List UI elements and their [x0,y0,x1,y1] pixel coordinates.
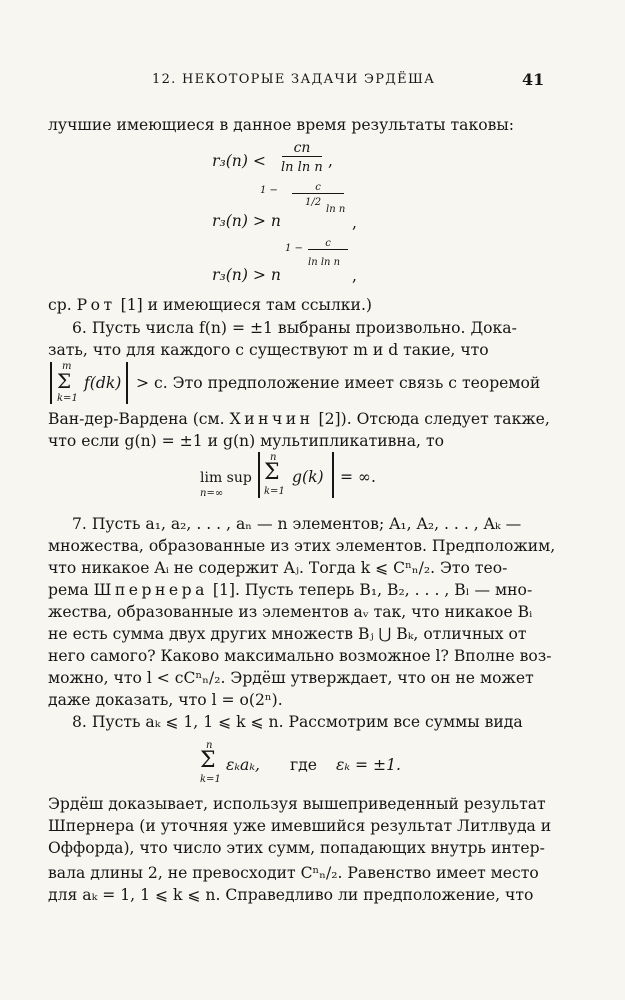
text-line: не есть сумма двух других множеств Bⱼ ⋃ Bₖ, отличных от [48,625,527,643]
exponent-numerator: c [308,238,348,250]
text-line: него самого? Каково максимально возможное l? Вполне воз- [48,647,552,665]
text-line: даже доказать, что l = o(2ⁿ). [48,691,283,709]
text-span: Ван-дер-Вардена (см. [48,410,225,428]
text-line [48,296,372,314]
exponent-denominator: ln ln n [308,257,341,268]
text-line: лучшие имеющиеся в данное время результаты таковы: [48,116,515,134]
limsup-subscript: n=∞ [200,488,224,499]
sum-body: εₖaₖ, [226,756,260,774]
text-line: вала длины 2, не превосходит Cⁿₙ/₂. Равенство имеет место [48,864,539,882]
text-line: множества, образованные из этих элементов. Предположим, [48,537,556,555]
comma: , [328,152,333,170]
text-line: 6. Пусть числа f(n) = ±1 выбраны произвольно. Дока- [72,319,517,337]
limsup-operator: lim sup [200,470,252,486]
text-line: 7. Пусть a₁, a₂, . . . , aₙ — n элементов; A₁, A₂, . . . , Aₖ — [72,515,522,533]
author-name: Хинчин [229,410,314,428]
text-line: Оффорда), что число этих сумм, попадающих внутрь интер- [48,839,545,857]
text-span: [2]). Отсюда следует также, [318,410,550,428]
where-word: где [290,756,317,774]
text-span: [1] и имеющиеся там ссылки.) [120,296,372,314]
comma: , [352,267,357,285]
sum-lower-limit: k=1 [264,486,285,497]
exponent-half: 1/2 [305,197,322,208]
epsilon-condition: εₖ = ±1. [336,756,401,774]
text-line: > c. Это предположение имеет связь с теоремой [136,374,541,392]
text-line: жества, образованные из элементов aᵥ так, что никакое Bᵢ [48,603,533,621]
formula-lhs: r₃(n) < [212,152,266,170]
text-line: зать, что для каждого c существуют m и d такие, что [48,341,489,359]
comma: , [352,214,357,232]
sum-body: f(dk) [84,374,122,392]
sum-lower-limit: k=1 [57,393,78,404]
abs-bar-right [332,452,334,498]
formula-lhs: r₃(n) > n [212,212,281,230]
sum-upper-limit: n [270,452,277,463]
text-line: для aₖ = 1, 1 ⩽ k ⩽ n. Справедливо ли предположение, что [48,886,534,904]
text-line: Эрдёш доказывает, используя вышеприведенный результат [48,795,546,813]
exponent-ln: ln n [326,204,346,215]
text-line [48,410,550,428]
text-span: [1]. Пусть теперь B₁, B₂, . . . , Bₗ — мно- [212,581,533,599]
text-line: что если g(n) = ±1 и g(n) мультипликативна, то [48,432,444,450]
page-number: 41 [522,70,545,89]
sum-sign: Σ [264,460,280,485]
text-line [48,581,532,599]
text-line: 8. Пусть aₖ ⩽ 1, 1 ⩽ k ⩽ n. Рассмотрим все суммы вида [72,713,523,731]
text-span: ср. [48,296,72,314]
running-header: 12. НЕКОТОРЫЕ ЗАДАЧИ ЭРДЁША [152,72,436,87]
author-name: Шпернера [93,581,208,599]
sum-sign: Σ [200,748,216,773]
exponent-prefix: 1 − [285,243,303,254]
equals-infinity: = ∞. [340,468,376,486]
sum-lower-limit: k=1 [200,774,221,785]
abs-bar-right [126,362,128,404]
sum-sign: Σ [57,369,72,393]
abs-bar-left [50,362,52,404]
sum-upper-limit: n [206,740,213,751]
fraction-numerator: cn [282,140,322,157]
exponent-numerator: c [292,182,344,194]
text-line: что никакое Aᵢ не содержит Aⱼ. Тогда k ⩽ Cⁿₙ/₂. Это тео- [48,559,508,577]
exponent-prefix: 1 − [260,185,278,196]
fraction-denominator: ln ln n [281,160,323,175]
sum-body: g(k) [292,468,324,486]
text-line: можно, что l < cCⁿₙ/₂. Эрдёш утверждает, что он не может [48,669,534,687]
formula-lhs: r₃(n) > n [212,266,281,284]
abs-bar-left [258,452,260,498]
author-name: Рот [76,296,116,314]
text-span: рема [48,581,89,599]
sum-upper-limit: m [62,361,72,372]
text-line: Шпернера (и уточняя уже имевшийся результат Литлвуда и [48,817,552,835]
